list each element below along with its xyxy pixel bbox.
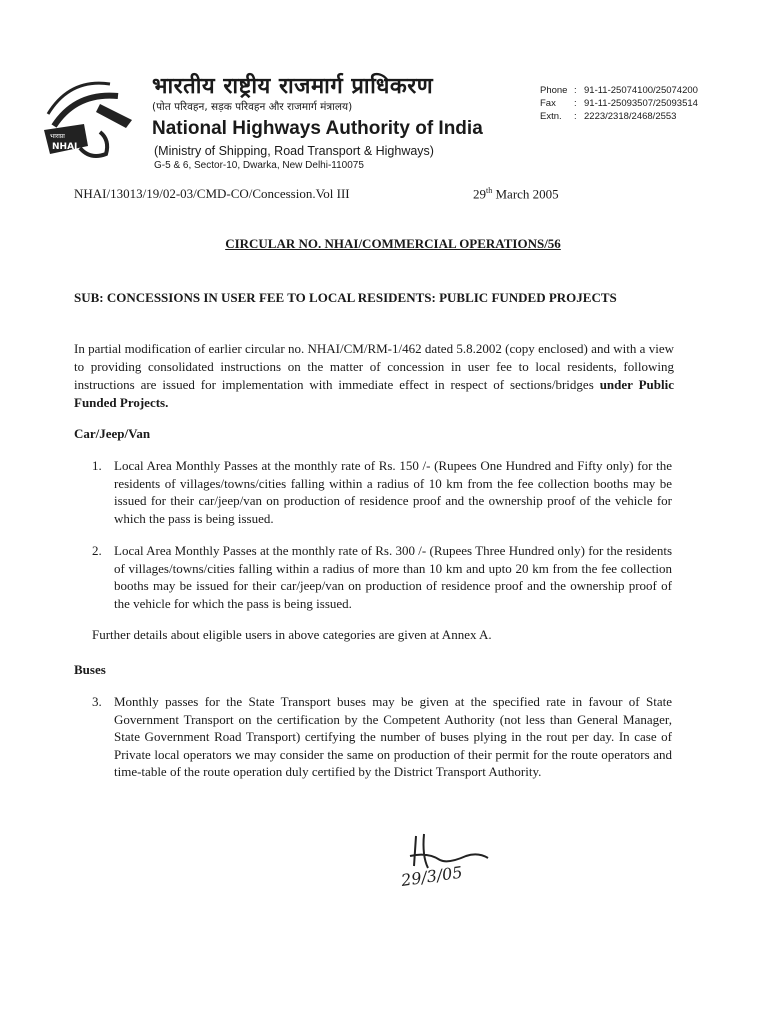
item-number: 1.: [92, 458, 102, 473]
item-text: Local Area Monthly Passes at the monthly rate of Rs. 300 /- (Rupees Three Hundred only) for the residents of villages/towns/cities falling within a radius of more than 10 km and upto 20 km from the fee collection booths may be issued for their car/jeep/van on production of residence proof and the ownership proof of the vehicle for which the pass is being issued.: [114, 543, 672, 611]
svg-text:29/3/05: 29/3/05: [399, 862, 464, 890]
contact-label: Extn.: [540, 111, 562, 122]
org-name-hindi: भारतीय राष्ट्रीय राजमार्ग प्राधिकरण: [152, 74, 434, 99]
svg-text:NHAI: NHAI: [52, 142, 78, 152]
section-heading-buses: Buses: [74, 662, 106, 677]
contact-extn: Extn. : 2223/2318/2468/2553: [540, 111, 677, 122]
section-heading-car: Car/Jeep/Van: [74, 426, 151, 441]
contact-block: [540, 84, 698, 123]
intro-paragraph: In partial modification of earlier circular no. NHAI/CM/RM-1/462 dated 5.8.2002 (copy enclosed) and with a view to providing consolidated instructions on the matter of concession in user fee to local residents, following instructions are issued for implementation with immediate effect in respect of sections/bridges under Public Funded Projects.: [74, 341, 674, 410]
circular-title: CIRCULAR NO. NHAI/COMMERCIAL OPERATIONS/56: [225, 236, 561, 251]
contact-value: 91-11-25093507/25093514: [584, 98, 698, 109]
list-item: [92, 457, 672, 527]
item-text: Local Area Monthly Passes at the monthly rate of Rs. 150 /- (Rupees One Hundred and Fifty only) for the residents of villages/towns/cities falling within a radius of 10 km from the fee collection booths may be issued for their car/jeep/van on production of residence proof and the ownership proof of the vehicle for which the pass is being issued.: [114, 458, 672, 526]
contact-value: 2223/2318/2468/2553: [584, 111, 677, 122]
contact-label: Fax: [540, 98, 556, 109]
document-date: 29th March 2005: [473, 186, 559, 202]
list-item: [92, 542, 672, 612]
item-number: 2.: [92, 543, 102, 558]
item-number: 3.: [92, 694, 102, 709]
contact-phone: Phone : 91-11-25074100/25074200: [540, 85, 698, 96]
subject-line: SUB: CONCESSIONS IN USER FEE TO LOCAL RESIDENTS: PUBLIC FUNDED PROJECTS: [74, 290, 617, 305]
org-name: National Highways Authority of India: [152, 118, 483, 139]
contact-fax: Fax : 91-11-25093507/25093514: [540, 98, 698, 109]
letterhead: [40, 66, 740, 176]
item-text: Monthly passes for the State Transport buses may be given at the specified rate in favour of State Government Transport on the certification by the Competent Authority (not less than General Manager, State Government Road Transport) certifying the number of buses plying in the rout per day. In case of Private local operators we may consider the same on production of their permit for the route operators and time-table of the route operation duly certified by the District Transport Authority.: [114, 694, 672, 779]
ministry-name: (Ministry of Shipping, Road Transport & Highways): [154, 144, 434, 158]
reference-number: NHAI/13013/19/02-03/CMD-CO/Concession.Vol III: [74, 186, 350, 201]
contact-label: Phone: [540, 85, 568, 96]
svg-text:भाराप्रा: भाराप्रा: [50, 133, 65, 140]
list-item: [92, 693, 672, 781]
signature: [388, 826, 498, 896]
nhai-logo: [40, 74, 140, 164]
further-details: Further details about eligible users in above categories are given at Annex A.: [92, 627, 492, 642]
org-address: G-5 & 6, Sector-10, Dwarka, New Delhi-110075: [154, 160, 364, 171]
contact-value: 91-11-25074100/25074200: [584, 85, 698, 96]
ministry-hindi: (पोत परिवहन, सड़क परिवहन और राजमार्ग मंत्रालय): [152, 101, 353, 113]
